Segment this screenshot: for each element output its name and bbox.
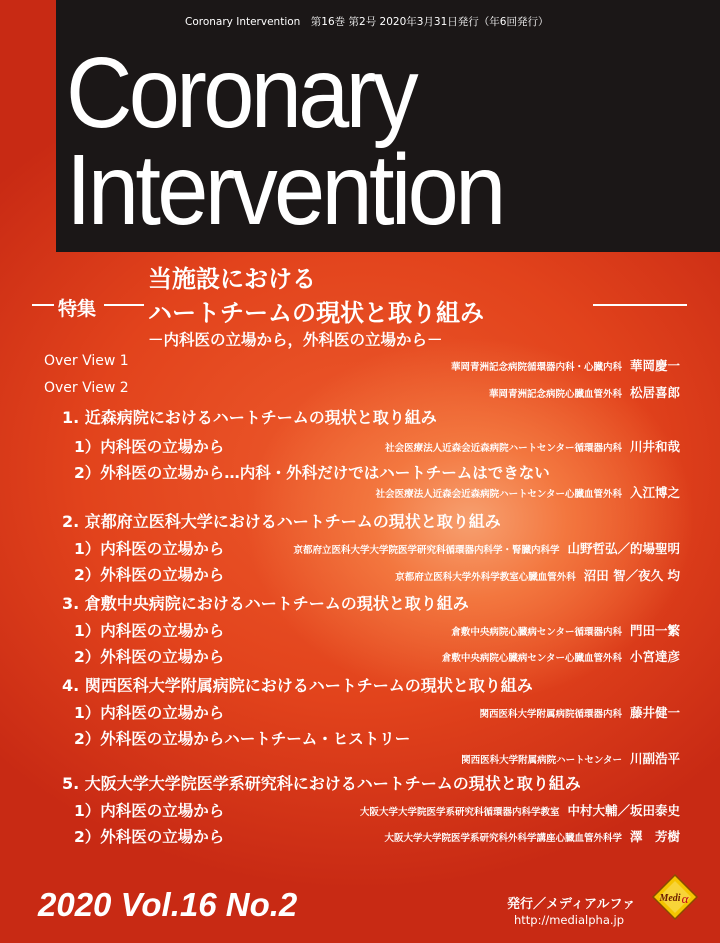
affiliation: 京都府立医科大学大学院医学研究科循環器内科学・腎臓内科学	[293, 545, 560, 556]
section-3-title: 3. 倉敷中央病院におけるハートチームの現状と取り組み	[62, 594, 469, 613]
affiliation: 大阪大学大学院医学系研究科外科学講座心臓血管外科学	[384, 833, 622, 844]
author: 山野哲弘／的場聖明	[567, 541, 680, 556]
feature-title-line2: ハートチームの現状と取り組み	[148, 299, 484, 327]
svg-text:Medi: Medi	[659, 893, 681, 904]
feature-subtitle: －内科医の立場から，外科医の立場から－	[148, 331, 443, 349]
section-1-item-1: 1）内科医の立場から	[74, 438, 225, 456]
section-1-item-2-credit	[376, 483, 680, 501]
section-2-item-1: 1）内科医の立場から	[74, 540, 225, 558]
section-2-item-2: 2）外科医の立場から	[74, 566, 225, 584]
author: 澤 芳樹	[629, 829, 680, 844]
author: 沼田 智／夜久 均	[583, 568, 680, 583]
svg-text:α: α	[681, 891, 689, 906]
section-1-item-2: 2）外科医の立場から…内科・外科だけではハートチームはできない	[74, 464, 550, 482]
section-2-item-2-credit	[395, 566, 680, 584]
affiliation: 華岡青洲記念病院循環器内科・心臓内科	[450, 362, 622, 373]
section-3-item-1: 1）内科医の立場から	[74, 622, 225, 640]
overview-1-credit	[451, 356, 680, 374]
feature-title-line1: 当施設における	[148, 265, 316, 293]
author: 中村大輔／坂田泰史	[567, 803, 680, 818]
overview-2-label: Over View 2	[44, 380, 129, 396]
section-5-title: 5. 大阪大学大学院医学系研究科におけるハートチームの現状と取り組み	[62, 774, 581, 793]
section-4-item-2: 2）外科医の立場からハートチーム・ヒストリー	[74, 730, 411, 748]
publisher-url: http://medialpha.jp	[514, 913, 625, 927]
affiliation: 関西医科大学附属病院循環器内科	[479, 709, 622, 720]
overview-2-credit	[489, 383, 680, 401]
section-3-item-2: 2）外科医の立場から	[74, 648, 225, 666]
section-5-item-1-credit	[360, 801, 680, 819]
feature-rule-left	[32, 304, 54, 306]
section-1-title: 1. 近森病院におけるハートチームの現状と取り組み	[62, 408, 437, 427]
section-5-item-2: 2）外科医の立場から	[74, 828, 225, 846]
volume-number: 2020 Vol.16 No.2	[38, 886, 298, 923]
section-4-item-1: 1）内科医の立場から	[74, 704, 225, 722]
section-4-item-1-credit	[479, 703, 680, 721]
section-1-item-1-credit	[385, 437, 680, 455]
journal-title-line1: Coronary	[66, 37, 415, 149]
section-2-item-1-credit	[293, 539, 680, 557]
author: 川副浩平	[629, 751, 680, 766]
issue-info: Coronary Intervention 第16巻 第2号 2020年3月31日発行（年6回発行）	[185, 16, 549, 28]
affiliation: 倉敷中央病院心臓病センター循環器内科	[451, 627, 622, 638]
section-3-item-2-credit	[442, 647, 680, 665]
feature-rule-mid	[104, 304, 144, 306]
section-4-title: 4. 関西医科大学附属病院におけるハートチームの現状と取り組み	[62, 676, 533, 695]
section-5-item-2-credit	[384, 827, 680, 845]
feature-rule-right	[593, 304, 687, 306]
section-3-item-1-credit	[451, 621, 680, 639]
affiliation: 社会医療法人近森会近森病院ハートセンター心臓血管外科	[375, 489, 622, 500]
affiliation: 京都府立医科大学外科学教室心臓血管外科	[395, 572, 576, 583]
affiliation: 関西医科大学附属病院ハートセンター	[461, 755, 622, 766]
medialpha-logo	[651, 873, 699, 921]
author: 門田一繁	[629, 623, 680, 638]
affiliation: 倉敷中央病院心臓病センター心臓血管外科	[441, 653, 622, 664]
affiliation: 華岡青洲記念病院心臓血管外科	[488, 389, 622, 400]
author: 華岡慶一	[629, 358, 680, 373]
section-4-item-2-credit	[461, 749, 680, 767]
affiliation: 大阪大学大学院医学系研究科循環器内科学教室	[359, 807, 560, 818]
section-2-title: 2. 京都府立医科大学におけるハートチームの現状と取り組み	[62, 512, 501, 531]
section-5-item-1: 1）内科医の立場から	[74, 802, 225, 820]
journal-title-line2: Intervention	[66, 134, 503, 246]
overview-1-label: Over View 1	[44, 353, 129, 369]
feature-tag: 特集	[58, 298, 97, 320]
author: 松居喜郎	[629, 385, 680, 400]
author: 川井和哉	[629, 439, 680, 454]
publisher: 発行／メディアルファ	[507, 897, 636, 912]
author: 藤井健一	[629, 705, 680, 720]
author: 入江博之	[629, 485, 680, 500]
author: 小宮達彦	[629, 649, 680, 664]
affiliation: 社会医療法人近森会近森病院ハートセンター循環器内科	[385, 443, 622, 454]
